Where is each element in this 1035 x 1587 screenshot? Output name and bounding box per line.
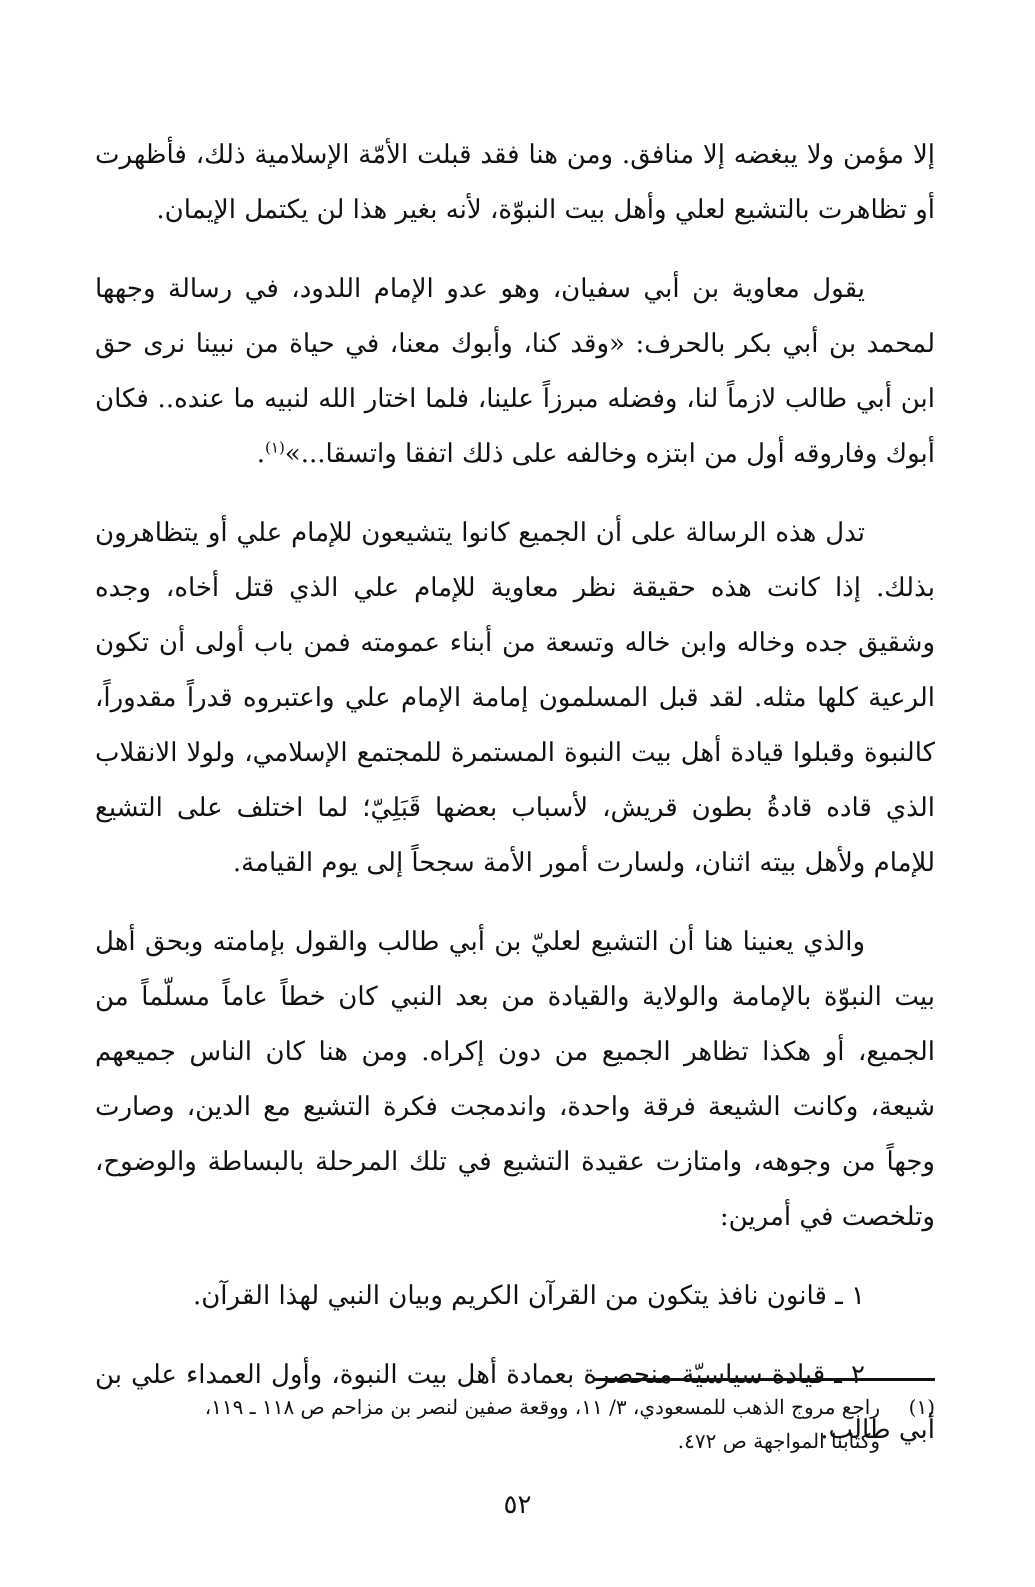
list-item-1: ١ ـ قانون نافذ يتكون من القرآن الكريم وبيان النبي لهذا القرآن. <box>192 1281 865 1311</box>
paragraph-3: تدل هذه الرسالة على أن الجميع كانوا يتشيعون للإمام علي أو يتظاهرون بذلك. إذا كانت هذه حقيقة نظر معاوية للإمام علي الذي قتل أخاه، وجده وشقيق جده وخاله وابن خاله وتسعة من أبناء عمومته فمن باب أولى أن تكون الرعية كلها مثله. لقد قبل المسلمون إمامة الإمام علي واعتبروه قدراً مقدوراً، كالنبوة وقبلوا قيادة أهل بيت النبوة المستمرة للمجتمع الإسلامي، ولولا الانقلاب الذي قاده قادةُ بطون قريش، لأسباب بعضها قَبَلِيّ؛ لما اختلف على التشيع للإمام ولأهل بيته اثنان، ولسارت أمور الأمة سجحاً إلى يوم القيامة. <box>95 518 935 878</box>
footnote-text-1: راجع مروج الذهب للمسعودي، ٣/ ١١، ووقعة صفين لنصر بن مزاحم ص ١١٨ ـ ١١٩، <box>204 1395 880 1419</box>
paragraph-1: إلا مؤمن ولا يبغضه إلا منافق. ومن هنا فقد قبلت الأمّة الإسلامية ذلك، فأظهرت أو تظاهرت بالتشيع لعلي وأهل بيت النبوّة، لأنه بغير هذا لن يكتمل الإيمان. <box>95 140 935 225</box>
footnote-text-2: وكتابنا المواجهة ص ٤٧٢. <box>677 1429 880 1453</box>
footnote-line-1 <box>95 1390 935 1424</box>
body-text <box>95 128 935 1482</box>
footnote <box>95 1390 935 1458</box>
footnote-reference: (١) <box>265 438 285 457</box>
paragraph-2-end: . <box>256 439 266 469</box>
paragraph-4: والذي يعنينا هنا أن التشيع لعليّ بن أبي طالب والقول بإمامته وبحق أهل بيت النبوّة بالإمامة والولاية والقيادة من بعد النبي كان خطاً عاماً مسلّماً من الجميع، أو هكذا تظاهر الجميع من دون إكراه. ومن هنا كان الناس جميعهم شيعة، وكانت الشيعة فرقة واحدة، واندمجت فكرة التشيع مع الدين، وصارت وجهاً من وجوهه، وامتازت عقيدة التشيع في تلك المرحلة بالبساطة والوضوح، وتلخصت في أمرين: <box>95 927 935 1232</box>
paragraph-2-text: يقول معاوية بن أبي سفيان، وهو عدو الإمام اللدود، في رسالة وجهها لمحمد بن أبي بكر بالحرف: «وقد كنا، وأبوك معنا، في حياة من نبينا نرى حق ابن أبي طالب لازماً لنا، وفضله مبرزاً علينا، فلما اختار الله لنبيه ما عنده.. فكان أبوك وفاروقه أول من ابتزه وخالفه على ذلك اتفقا واتسقا...» <box>95 274 935 469</box>
paragraph-2 <box>95 262 935 482</box>
list-item-2: ٢ ـ قيادة سياسيّة منحصرة بعمادة أهل بيت النبوة، وأول العمداء علي بن أبي طالب. <box>95 1360 935 1445</box>
footnote-divider <box>595 1378 935 1381</box>
page-number: ٥٢ <box>503 1490 532 1520</box>
footnote-number: (١) <box>908 1395 935 1419</box>
